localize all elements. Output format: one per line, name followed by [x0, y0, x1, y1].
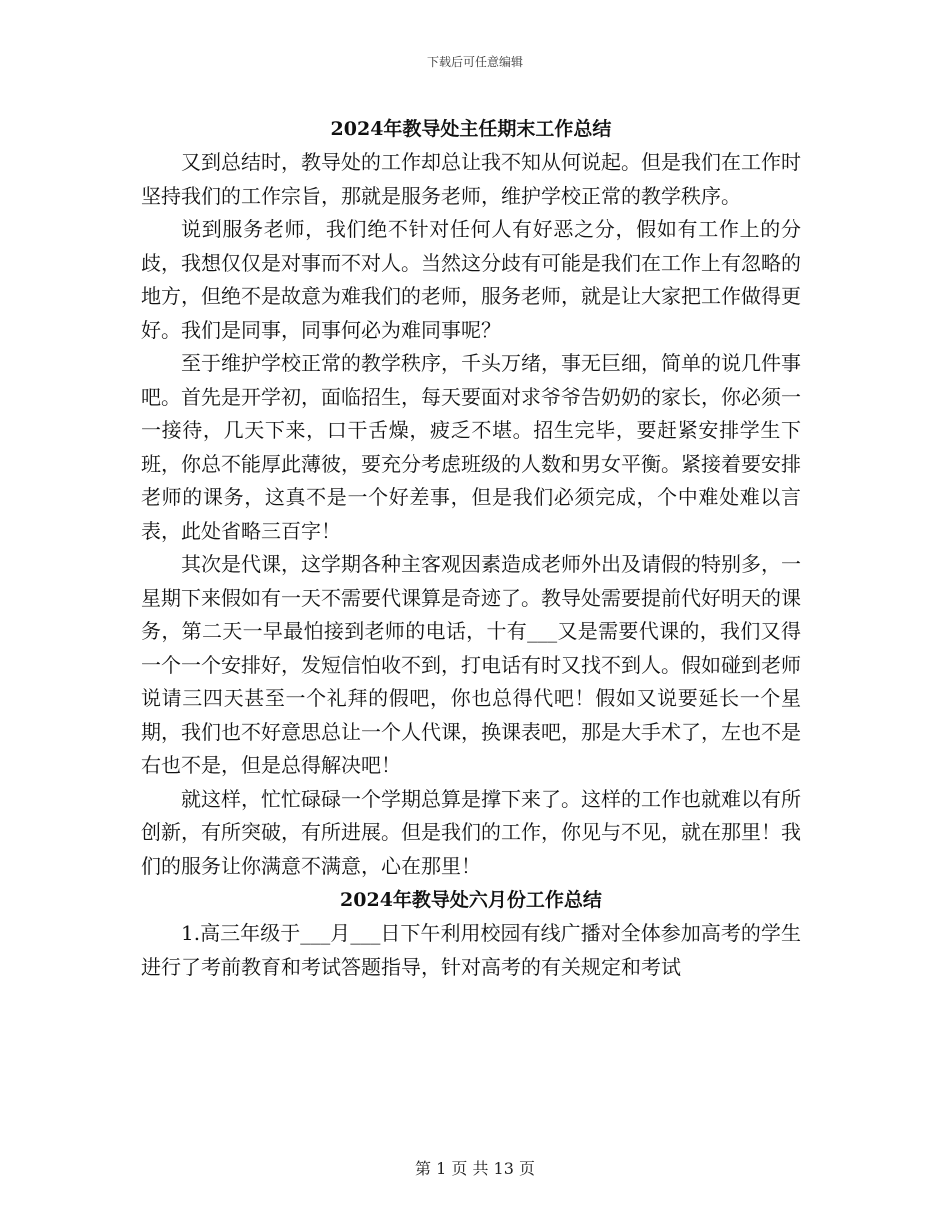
- page-header-note: 下载后可任意编辑: [426, 55, 523, 69]
- document-title: 2024年教导处主任期末工作总结: [330, 118, 612, 140]
- section-paragraph-1: 1.高三年级于___月___日下午利用校园有线广播对全体参加高考的学生进行了考前教育和考试答题指导，针对高考的有关规定和考试: [141, 921, 801, 979]
- paragraph-1: 又到总结时，教导处的工作却总让我不知从何说起。但是我们在工作时坚持我们的工作宗旨，那就是服务老师，维护学校正常的教学秩序。: [141, 150, 801, 208]
- paragraph-5: 就这样，忙忙碌碌一个学期总算是撑下来了。这样的工作也就难以有所创新，有所突破，有所进展。但是我们的工作，你见与不见，就在那里！我们的服务让你满意不满意，心在那里！: [141, 786, 801, 878]
- paragraph-4: 其次是代课，这学期各种主客观因素造成老师外出及请假的特别多，一星期下来假如有一天不需要代课算是奇迹了。教导处需要提前代好明天的课务，第二天一早最怕接到老师的电话，十有___又是需要代课的，我们又得一个一个安排好，发短信怕收不到，打电话有时又找不到人。假如碰到老师说请三四天甚至一个礼拜的假吧，你也总得代吧！假如又说要延长一个星期，我们也不好意思总让一个人代课，换课表吧，那是大手术了，左也不是右也不是，但是总得解决吧！: [141, 552, 801, 777]
- document-body: [141, 112, 801, 984]
- paragraph-3: 至于维护学校正常的教学秩序，千头万绪，事无巨细，简单的说几件事吧。首先是开学初，面临招生，每天要面对求爷爷告奶奶的家长，你必须一一接待，几天下来，口干舌燥，疲乏不堪。招生完毕，要赶紧安排学生下班，你总不能厚此薄彼，要充分考虑班级的人数和男女平衡。紧接着要安排老师的课务，这真不是一个好差事，但是我们必须完成，个中难处难以言表，此处省略三百字！: [141, 351, 801, 543]
- page-number: 第 1 页 共 13 页: [415, 1159, 535, 1178]
- section-title: 2024年教导处六月份工作总结: [340, 889, 602, 911]
- paragraph-2: 说到服务老师，我们绝不针对任何人有好恶之分，假如有工作上的分歧，我想仅仅是对事而不对人。当然这分歧有可能是我们在工作上有忽略的地方，但绝不是故意为难我们的老师，服务老师，就是让大家把工作做得更好。我们是同事，同事何必为难同事呢？: [141, 217, 801, 342]
